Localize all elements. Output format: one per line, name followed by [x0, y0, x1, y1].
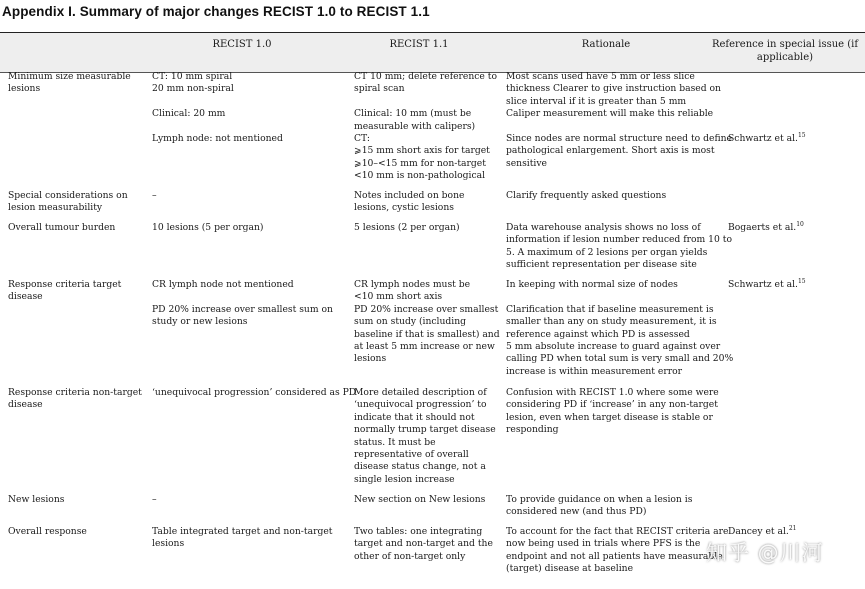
- rationale-cell-line: lesion, even when target disease is stable or: [506, 411, 713, 423]
- recist-11-cell-line: <10 mm short axis: [354, 291, 443, 303]
- recist-11-cell-line: Clinical: 10 mm (must be: [354, 108, 472, 120]
- recist-11-cell-line: measurable with calipers): [354, 120, 476, 132]
- criterion-cell: [8, 526, 87, 538]
- rationale-cell-line: thickness Clearer to give instruction based on: [506, 83, 721, 95]
- recist-11-cell: [354, 387, 496, 486]
- criterion-cell-line: Response criteria non-target: [8, 387, 142, 398]
- recist-10-cell: [152, 222, 264, 234]
- criterion-cell-line: Minimum size measurable: [8, 71, 131, 82]
- header-rationale: Rationale: [581, 39, 631, 50]
- recist-11-cell-line: normally trump target disease: [354, 424, 496, 436]
- recist-10-cell-line: [152, 96, 283, 108]
- criterion-cell-line: New lesions: [8, 494, 65, 505]
- recist-11-cell-line: More detailed description of: [354, 387, 487, 398]
- criterion-cell: [8, 494, 64, 506]
- recist-11-cell-line: single lesion increase: [354, 473, 455, 485]
- criterion-cell-line: disease: [8, 291, 43, 303]
- header-recist-10: RECIST 1.0: [212, 39, 272, 50]
- recist-10-cell-line: CR lymph node not mentioned: [152, 279, 294, 290]
- criterion-cell-line: lesion measurability: [8, 202, 103, 214]
- reference-number: 15: [797, 278, 806, 285]
- recist-10-cell: [152, 526, 332, 551]
- criterion-cell: [8, 190, 128, 215]
- rationale-cell-line: slice interval if it is greater than 5 mm: [506, 95, 687, 107]
- recist-10-cell-line: Lymph node: not mentioned: [152, 132, 283, 144]
- recist-10-cell-line: 10 lesions (5 per organ): [152, 222, 264, 233]
- rationale-cell: [506, 387, 719, 437]
- rationale-cell-line: pathological enlargement. Short axis is most: [506, 145, 715, 157]
- page-title: Appendix I. Summary of major changes RECIST 1.0 to RECIST 1.1: [2, 4, 430, 19]
- recist-11-cell-line: 5 lesions (2 per organ): [354, 222, 460, 233]
- recist-11-cell-line: <10 mm is non-pathological: [354, 170, 486, 182]
- rationale-cell-line: Confusion with RECIST 1.0 where some were: [506, 387, 719, 398]
- reference-cell: [728, 222, 804, 234]
- criterion-cell-line: Overall tumour burden: [8, 222, 116, 233]
- recist-11-cell-line: target and non-target and the: [354, 538, 493, 550]
- rationale-cell: [506, 190, 666, 202]
- rationale-cell-line: considering PD if ‘increase’ in any non-target: [506, 399, 718, 411]
- reference-cell: [728, 279, 806, 291]
- rationale-cell-line: To account for the fact that RECIST criteria are: [506, 526, 729, 537]
- recist-11-cell: [354, 222, 460, 234]
- rationale-cell-line: calling PD when total sum is very small and 20%: [506, 353, 734, 365]
- criterion-cell-line: Overall response: [8, 526, 87, 537]
- recist-10-cell-line: study or new lesions: [152, 316, 248, 328]
- rationale-cell-line: smaller than any on study measurement, it is: [506, 316, 717, 328]
- reference-name: Bogaerts et al.: [728, 222, 797, 233]
- recist-11-cell: [354, 494, 485, 506]
- recist-11-cell-line: lesions: [354, 353, 387, 365]
- rationale-cell-line: reference against which PD is assessed: [506, 328, 690, 340]
- criterion-cell: [8, 71, 131, 96]
- rationale-cell-line: increase is within measurement error: [506, 365, 683, 377]
- rationale-cell-line: To provide guidance on when a lesion is: [506, 494, 693, 505]
- rationale-cell-line: (target) disease at baseline: [506, 563, 634, 575]
- recist-11-cell-line: CT 10 mm; delete reference to: [354, 71, 498, 82]
- rationale-cell-line: sensitive: [506, 157, 547, 169]
- recist-10-cell-line: [152, 121, 283, 133]
- recist-11-cell-line: ⩾10–<15 mm for non-target: [354, 157, 486, 169]
- recist-10-cell-line: [152, 291, 333, 303]
- criterion-cell-line: Special considerations on: [8, 190, 128, 201]
- recist-10-cell: [152, 494, 157, 506]
- rationale-cell-line: Caliper measurement will make this reliable: [506, 108, 714, 120]
- rationale-cell-line: In keeping with normal size of nodes: [506, 279, 678, 290]
- recist-11-cell-line: lesions, cystic lesions: [354, 202, 454, 214]
- recist-10-cell: [152, 190, 157, 202]
- recist-11-cell-line: ‘unequivocal progression’ to: [354, 399, 487, 411]
- recist-10-cell-line: PD 20% increase over smallest sum on: [152, 303, 333, 315]
- recist-10-cell-line: –: [152, 190, 157, 201]
- watermark: 知乎 @川河: [706, 541, 824, 565]
- recist-11-cell-line: Two tables: one integrating: [354, 526, 483, 537]
- reference-name: Schwartz et al.: [728, 133, 798, 144]
- reference-number: 15: [797, 132, 806, 139]
- rationale-cell-line: considered new (and thus PD): [506, 506, 647, 518]
- rationale-cell-line: Clarify frequently asked questions: [506, 190, 667, 201]
- recist-11-cell-line: ⩾15 mm short axis for target: [354, 145, 490, 157]
- recist-11-cell-line: Notes included on bone: [354, 190, 465, 201]
- criterion-cell-line: lesions: [8, 83, 41, 95]
- recist-11-cell-line: representative of overall: [354, 448, 469, 460]
- header-recist-11: RECIST 1.1: [389, 39, 449, 50]
- rationale-cell: [506, 222, 732, 272]
- rationale-cell: [506, 494, 692, 519]
- criterion-cell-line: Response criteria target: [8, 279, 122, 290]
- reference-number: 10: [796, 221, 804, 228]
- recist-11-cell-line: CT:: [354, 132, 370, 144]
- rationale-cell-line: information if lesion number reduced from 10 to: [506, 234, 733, 246]
- recist-11-cell-line: sum on study (including: [354, 316, 467, 328]
- rationale-cell-line: [506, 121, 732, 133]
- rationale-cell-line: Since nodes are normal structure need to define: [506, 132, 732, 144]
- recist-11-cell-line: spiral scan: [354, 83, 405, 95]
- recist-11-cell-line: disease status change, not a: [354, 461, 486, 473]
- criterion-cell: [8, 387, 142, 412]
- rationale-cell-line: Most scans used have 5 mm or less slice: [506, 71, 695, 82]
- rationale-cell: [506, 71, 732, 170]
- reference-number: 21: [788, 525, 797, 532]
- rationale-cell-line: endpoint and not all patients have measurable: [506, 550, 723, 562]
- recist-10-cell-line: CT: 10 mm spiral: [152, 71, 233, 82]
- recist-10-cell-line: ‘unequivocal progression’ considered as PD: [152, 387, 357, 398]
- recist-11-cell-line: [354, 96, 497, 108]
- recist-11-cell-line: New section on New lesions: [354, 494, 486, 505]
- recist-11-cell-line: at least 5 mm increase or new: [354, 340, 495, 352]
- recist-11-cell-line: status. It must be: [354, 436, 436, 448]
- rationale-cell-line: Data warehouse analysis shows no loss of: [506, 222, 701, 233]
- recist-11-cell-line: baseline if that is smallest) and: [354, 328, 500, 340]
- recist-11-cell: [354, 279, 500, 366]
- recist-11-cell-line: CR lymph nodes must be: [354, 279, 471, 290]
- recist-11-cell-line: PD 20% increase over smallest: [354, 303, 499, 315]
- recist-10-cell-line: lesions: [152, 538, 185, 550]
- rationale-cell: [506, 526, 728, 576]
- criterion-cell-line: disease: [8, 399, 43, 411]
- rationale-cell: [506, 279, 733, 378]
- rationale-cell-line: Clarification that if baseline measurement is: [506, 303, 714, 315]
- recist-11-cell: [354, 71, 497, 183]
- criterion-cell: [8, 222, 115, 234]
- rationale-cell-line: sufficient representation per disease site: [506, 259, 697, 271]
- criterion-cell: [8, 279, 121, 304]
- recist-10-cell-line: Clinical: 20 mm: [152, 108, 226, 120]
- rationale-cell-line: 5 mm absolute increase to guard against over: [506, 340, 721, 352]
- recist-10-cell-line: Table integrated target and non-target: [152, 526, 333, 537]
- recist-10-cell: [152, 71, 283, 145]
- reference-name: Schwartz et al.: [728, 279, 798, 290]
- recist-11-cell-line: other of non-target only: [354, 550, 466, 562]
- recist-11-cell-line: indicate that it should not: [354, 411, 475, 423]
- rationale-cell-line: [506, 291, 733, 303]
- rationale-cell-line: 5. A maximum of 2 lesions per organ yields: [506, 246, 708, 258]
- recist-10-cell-line: 20 mm non-spiral: [152, 83, 234, 95]
- reference-name: Dancey et al.: [728, 526, 789, 537]
- reference-cell: [728, 133, 806, 145]
- rationale-cell-line: responding: [506, 424, 559, 436]
- header-reference: Reference in special issue (if applicable): [711, 39, 859, 63]
- recist-10-cell: [152, 279, 333, 329]
- recist-11-cell: [354, 526, 493, 563]
- recist-10-cell: [152, 387, 356, 399]
- recist-10-cell-line: –: [152, 494, 157, 505]
- rationale-cell-line: now being used in trials where PFS is the: [506, 538, 701, 550]
- recist-11-cell: [354, 190, 464, 215]
